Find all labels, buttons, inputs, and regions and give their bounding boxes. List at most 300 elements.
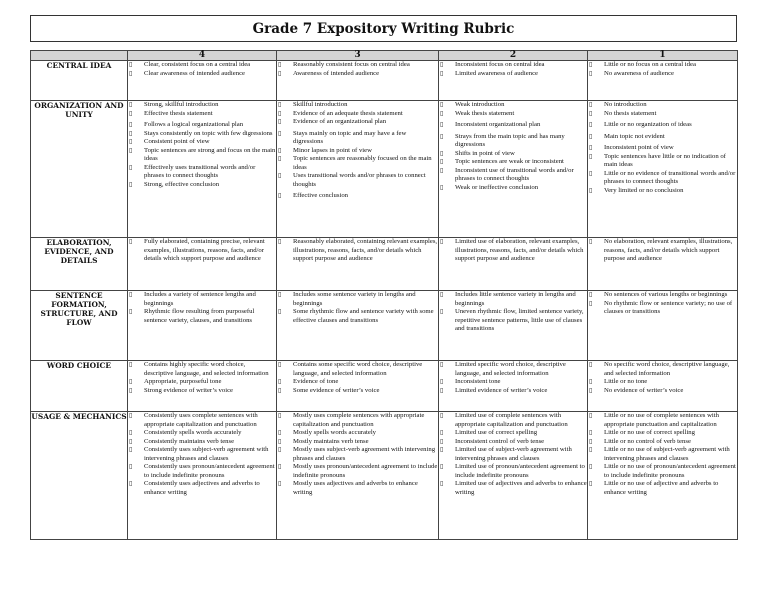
descriptor-item	[128, 181, 276, 190]
descriptor-text: Little or no use of pronoun/antecedent agreement to include indefinite pronouns	[604, 463, 736, 479]
descriptor-item	[277, 361, 438, 378]
checkbox-bullet-icon: ▯	[589, 238, 593, 245]
level-2-cell	[439, 412, 588, 540]
descriptor-item	[439, 480, 587, 497]
level-4-cell	[128, 412, 277, 540]
checkbox-bullet-icon: ▯	[129, 61, 133, 68]
rubric-title-box	[30, 15, 737, 42]
checkbox-bullet-icon: ▯	[440, 480, 444, 487]
descriptor-text: Inconsistent focus on central idea	[455, 61, 545, 68]
level-header-4: 4	[128, 51, 277, 61]
descriptor-item	[128, 412, 276, 429]
descriptor-text: No introduction	[604, 101, 647, 108]
checkbox-bullet-icon: ▯	[440, 166, 444, 174]
descriptor-item	[439, 101, 587, 110]
descriptor-item	[588, 480, 737, 497]
level-4-cell	[128, 238, 277, 291]
criterion-label: USAGE & MECHANICS	[31, 412, 128, 540]
descriptor-item	[439, 184, 587, 193]
descriptor-item	[439, 446, 587, 463]
descriptor-text: Includes some sentence variety in lengths and beginnings	[293, 291, 416, 307]
checkbox-bullet-icon: ▯	[440, 308, 444, 315]
checkbox-bullet-icon: ▯	[129, 163, 133, 171]
checkbox-bullet-icon: ▯	[278, 378, 282, 385]
checkbox-bullet-icon: ▯	[278, 146, 282, 154]
checkbox-bullet-icon: ▯	[278, 109, 282, 117]
descriptor-item	[128, 164, 276, 181]
checkbox-bullet-icon: ▯	[129, 446, 133, 453]
descriptor-text: Reasonably elaborated, containing relevant examples, illustrations, reasons, facts, and/or details which support purpose and audience	[293, 238, 438, 262]
checkbox-bullet-icon: ▯	[129, 412, 133, 419]
descriptor-item	[277, 110, 438, 119]
descriptor-item	[277, 378, 438, 387]
descriptor-item	[128, 70, 276, 79]
checkbox-bullet-icon: ▯	[278, 118, 282, 125]
descriptor-text: Shifts in point of view	[455, 149, 515, 157]
checkbox-bullet-icon: ▯	[278, 101, 282, 108]
descriptor-text: Consistently maintains verb tense	[144, 437, 235, 445]
rubric-row	[31, 291, 738, 361]
checkbox-bullet-icon: ▯	[278, 361, 282, 368]
descriptor-item	[588, 387, 737, 396]
descriptor-item	[277, 61, 438, 70]
checkbox-bullet-icon: ▯	[129, 69, 133, 77]
descriptor-item	[588, 144, 737, 153]
descriptor-item	[277, 412, 438, 429]
descriptor-item	[277, 463, 438, 480]
checkbox-bullet-icon: ▯	[129, 129, 133, 137]
descriptor-item	[277, 101, 438, 110]
descriptor-text: Mostly uses adjectives and adverbs to enhance writing	[293, 480, 418, 496]
descriptor-item	[128, 138, 276, 147]
descriptor-text: No rhythmic flow or sentence variety; no use of clauses or transitions	[604, 299, 733, 315]
level-3-cell	[277, 361, 439, 412]
descriptor-text: Inconsistent point of view	[604, 144, 674, 151]
rubric-row	[31, 361, 738, 412]
level-2-cell	[439, 361, 588, 412]
criterion-label: WORD CHOICE	[31, 361, 128, 412]
descriptor-text: Uneven rhythmic flow, limited sentence variety, repetitive sentence patterns, little use of clauses and transitions	[455, 308, 584, 332]
descriptor-text: Limited use of complete sentences with appropriate capitalization and punctuation	[455, 412, 568, 428]
descriptor-item	[128, 147, 276, 164]
descriptor-item	[439, 110, 587, 119]
descriptor-item	[128, 61, 276, 70]
descriptor-item	[588, 133, 737, 142]
checkbox-bullet-icon: ▯	[589, 121, 593, 128]
checkbox-bullet-icon: ▯	[589, 437, 593, 445]
descriptor-item	[128, 387, 276, 396]
checkbox-bullet-icon: ▯	[440, 291, 444, 298]
descriptor-item	[439, 70, 587, 79]
descriptor-item	[277, 155, 438, 172]
descriptor-text: Rhythmic flow resulting from purposeful sentence variety, clauses, and transitions	[144, 308, 255, 324]
descriptor-item	[588, 238, 737, 264]
descriptor-text: Effective conclusion	[293, 192, 349, 199]
rubric-row	[31, 101, 738, 238]
descriptor-item	[588, 101, 737, 110]
descriptor-item	[588, 300, 737, 317]
descriptor-item	[277, 118, 438, 127]
descriptor-item	[439, 150, 587, 159]
descriptor-item	[439, 438, 587, 447]
descriptor-text: Little or no use of subject-verb agreement with intervening phrases and clauses	[604, 446, 730, 462]
checkbox-bullet-icon: ▯	[589, 144, 593, 151]
descriptor-item	[277, 387, 438, 396]
checkbox-bullet-icon: ▯	[589, 109, 593, 117]
descriptor-text: Strong evidence of writer’s voice	[144, 386, 234, 394]
descriptor-item	[588, 291, 737, 300]
descriptor-text: Weak introduction	[455, 101, 505, 108]
checkbox-bullet-icon: ▯	[129, 308, 133, 315]
descriptor-item	[439, 133, 587, 150]
rubric-table	[30, 50, 738, 540]
descriptor-item	[439, 61, 587, 70]
checkbox-bullet-icon: ▯	[278, 192, 282, 199]
descriptor-item	[439, 429, 587, 438]
descriptor-text: Limited use of elaboration, relevant examples, illustrations, reasons, facts, and/or details which support purpose and audience	[455, 238, 584, 262]
descriptor-text: Strong, effective conclusion	[144, 180, 220, 188]
descriptor-text: No sentences of various lengths or beginnings	[604, 291, 728, 298]
descriptor-text: Contains highly specific word choice, descriptive language, and selected information	[144, 361, 269, 377]
checkbox-bullet-icon: ▯	[440, 149, 444, 157]
checkbox-bullet-icon: ▯	[129, 291, 133, 298]
rubric-body	[31, 61, 738, 540]
rubric-row	[31, 238, 738, 291]
descriptor-text: Consistently uses complete sentences with appropriate capitalization and punctuation	[144, 412, 258, 428]
descriptor-text: Clear, consistent focus on a central idea	[144, 61, 251, 68]
checkbox-bullet-icon: ▯	[440, 158, 444, 165]
checkbox-bullet-icon: ▯	[440, 121, 444, 128]
checkbox-bullet-icon: ▯	[440, 437, 444, 445]
checkbox-bullet-icon: ▯	[589, 378, 593, 385]
descriptor-item	[588, 121, 737, 130]
descriptor-text: Includes a variety of sentence lengths and beginnings	[144, 291, 256, 307]
level-header-1: 1	[588, 51, 738, 61]
descriptor-text: Limited awareness of audience	[455, 69, 538, 77]
descriptor-text: Limited use of correct spelling	[455, 429, 538, 436]
level-header-2: 2	[439, 51, 588, 61]
level-1-cell	[588, 101, 738, 238]
descriptor-text: Little or no evidence of transitional words and/or phrases to connect thoughts	[604, 169, 736, 185]
checkbox-bullet-icon: ▯	[589, 61, 593, 68]
descriptor-text: No thesis statement	[604, 109, 657, 117]
descriptor-text: Inconsistent organizational plan	[455, 121, 541, 128]
level-3-cell	[277, 238, 439, 291]
descriptor-text: Follows a logical organizational plan	[144, 121, 244, 128]
descriptor-text: Mostly uses subject-verb agreement with intervening phrases and clauses	[293, 446, 436, 462]
descriptor-item	[277, 192, 438, 201]
checkbox-bullet-icon: ▯	[440, 429, 444, 436]
descriptor-item	[588, 110, 737, 119]
descriptor-text: Contains some specific word choice, descriptive language, and selected information	[293, 361, 423, 377]
criterion-label: ORGANIZATION AND UNITY	[31, 101, 128, 238]
descriptor-text: Strays from the main topic and has many digressions	[455, 132, 565, 148]
descriptor-text: Mostly maintains verb tense	[293, 437, 369, 445]
descriptor-text: Mostly spells words accurately	[293, 429, 377, 436]
checkbox-bullet-icon: ▯	[440, 361, 444, 368]
descriptor-text: Some rhythmic flow and sentence variety with some effective clauses and transitions	[293, 308, 434, 324]
checkbox-bullet-icon: ▯	[278, 172, 282, 179]
checkbox-bullet-icon: ▯	[440, 238, 444, 245]
checkbox-bullet-icon: ▯	[589, 186, 593, 194]
descriptor-item	[128, 101, 276, 110]
checkbox-bullet-icon: ▯	[278, 480, 282, 487]
descriptor-text: Little or no control of verb tense	[604, 437, 691, 445]
descriptor-text: Appropriate, purposeful tone	[144, 378, 222, 385]
descriptor-item	[277, 291, 438, 308]
descriptor-text: Topic sentences are weak or inconsistent	[455, 158, 564, 165]
descriptor-text: Effectively uses transitional words and/or phrases to connect thoughts	[144, 163, 256, 179]
descriptor-text: Consistently uses subject-verb agreement with intervening phrases and clauses	[144, 446, 269, 462]
descriptor-text: Little or no organization of ideas	[604, 121, 692, 128]
rubric-row	[31, 412, 738, 540]
level-4-cell	[128, 291, 277, 361]
checkbox-bullet-icon: ▯	[589, 299, 593, 307]
descriptor-text: Evidence of an organizational plan	[293, 118, 387, 125]
descriptor-item	[588, 463, 737, 480]
criterion-label: CENTRAL IDEA	[31, 61, 128, 101]
descriptor-item	[128, 110, 276, 119]
level-4-cell	[128, 361, 277, 412]
level-3-cell	[277, 291, 439, 361]
level-3-cell	[277, 61, 439, 101]
descriptor-text: No awareness of audience	[604, 69, 674, 77]
descriptor-item	[588, 153, 737, 170]
checkbox-bullet-icon: ▯	[589, 446, 593, 453]
descriptor-text: Limited evidence of writer’s voice	[455, 386, 548, 394]
descriptor-text: Clear awareness of intended audience	[144, 69, 246, 77]
descriptor-text: Limited use of adjectives and adverbs to enhance writing	[455, 480, 587, 496]
level-1-cell	[588, 238, 738, 291]
checkbox-bullet-icon: ▯	[589, 412, 593, 419]
descriptor-text: Weak or ineffective conclusion	[455, 183, 539, 191]
descriptor-item	[439, 361, 587, 378]
checkbox-bullet-icon: ▯	[589, 463, 593, 470]
descriptor-text: Stays consistently on topic with few digressions	[144, 129, 273, 137]
descriptor-text: Little or no tone	[604, 378, 648, 385]
descriptor-item	[128, 308, 276, 325]
checkbox-bullet-icon: ▯	[589, 291, 593, 298]
checkbox-bullet-icon: ▯	[129, 429, 133, 436]
checkbox-bullet-icon: ▯	[129, 437, 133, 445]
descriptor-item	[128, 429, 276, 438]
descriptor-item	[128, 121, 276, 130]
checkbox-bullet-icon: ▯	[589, 69, 593, 77]
descriptor-text: Little or no use of complete sentences with appropriate punctuation and capitalization	[604, 412, 719, 428]
checkbox-bullet-icon: ▯	[440, 463, 444, 470]
checkbox-bullet-icon: ▯	[278, 412, 282, 419]
checkbox-bullet-icon: ▯	[129, 238, 133, 245]
criterion-label: SENTENCE FORMATION, STRUCTURE, AND FLOW	[31, 291, 128, 361]
checkbox-bullet-icon: ▯	[129, 109, 133, 117]
checkbox-bullet-icon: ▯	[278, 446, 282, 453]
descriptor-text: Awareness of intended audience	[293, 69, 380, 77]
checkbox-bullet-icon: ▯	[589, 101, 593, 108]
checkbox-bullet-icon: ▯	[278, 386, 282, 394]
checkbox-bullet-icon: ▯	[589, 132, 593, 140]
checkbox-bullet-icon: ▯	[278, 238, 282, 245]
checkbox-bullet-icon: ▯	[440, 69, 444, 77]
checkbox-bullet-icon: ▯	[589, 169, 593, 177]
checkbox-bullet-icon: ▯	[589, 429, 593, 436]
checkbox-bullet-icon: ▯	[278, 69, 282, 77]
descriptor-item	[439, 238, 587, 264]
descriptor-text: Consistently uses adjectives and adverbs to enhance writing	[144, 480, 260, 496]
descriptor-item	[128, 463, 276, 480]
level-1-cell	[588, 291, 738, 361]
descriptor-text: Evidence of tone	[293, 378, 339, 385]
checkbox-bullet-icon: ▯	[129, 480, 133, 487]
checkbox-bullet-icon: ▯	[589, 361, 593, 368]
level-2-cell	[439, 61, 588, 101]
descriptor-text: Some evidence of writer’s voice	[293, 386, 380, 394]
descriptor-text: Mostly uses complete sentences with appropriate capitalization and punctuation	[293, 412, 425, 428]
checkbox-bullet-icon: ▯	[129, 463, 133, 470]
level-2-cell	[439, 291, 588, 361]
checkbox-bullet-icon: ▯	[129, 138, 133, 145]
descriptor-text: Very limited or no conclusion	[604, 186, 684, 194]
checkbox-bullet-icon: ▯	[440, 132, 444, 140]
descriptor-item	[277, 147, 438, 156]
checkbox-bullet-icon: ▯	[129, 386, 133, 394]
descriptor-text: Fully elaborated, containing precise, relevant examples, illustrations, reasons, facts, and/or details which support purpose and audience	[144, 238, 265, 262]
checkbox-bullet-icon: ▯	[440, 378, 444, 385]
descriptor-text: Inconsistent control of verb tense	[455, 437, 545, 445]
checkbox-bullet-icon: ▯	[278, 155, 282, 162]
descriptor-item	[439, 291, 587, 308]
descriptor-text: Uses transitional words and/or phrases to connect thoughts	[293, 172, 426, 188]
checkbox-bullet-icon: ▯	[440, 101, 444, 108]
descriptor-item	[588, 170, 737, 187]
rubric-row	[31, 61, 738, 101]
descriptor-text: Little or no use of correct spelling	[604, 429, 695, 436]
descriptor-text: Consistently spells words accurately	[144, 429, 242, 436]
descriptor-item	[128, 361, 276, 378]
descriptor-item	[588, 61, 737, 70]
level-header-row	[31, 51, 738, 61]
checkbox-bullet-icon: ▯	[278, 291, 282, 298]
checkbox-bullet-icon: ▯	[129, 378, 133, 385]
descriptor-item	[128, 238, 276, 264]
descriptor-item	[588, 361, 737, 378]
descriptor-item	[439, 308, 587, 334]
descriptor-text: Inconsistent use of transitional words and/or phrases to connect thoughts	[455, 166, 574, 182]
checkbox-bullet-icon: ▯	[278, 463, 282, 470]
descriptor-text: Inconsistent tone	[455, 378, 501, 385]
descriptor-item	[439, 463, 587, 480]
level-1-cell	[588, 361, 738, 412]
descriptor-item	[588, 187, 737, 196]
descriptor-item	[277, 238, 438, 264]
descriptor-text: Weak thesis statement	[455, 109, 515, 117]
descriptor-item	[277, 480, 438, 497]
descriptor-text: Minor lapses in point of view	[293, 146, 372, 154]
descriptor-item	[128, 378, 276, 387]
checkbox-bullet-icon: ▯	[440, 412, 444, 419]
descriptor-item	[439, 158, 587, 167]
checkbox-bullet-icon: ▯	[278, 308, 282, 315]
descriptor-text: Limited use of subject-verb agreement with intervening phrases and clauses	[455, 446, 572, 462]
checkbox-bullet-icon: ▯	[440, 386, 444, 394]
descriptor-text: Effective thesis statement	[144, 109, 213, 117]
checkbox-bullet-icon: ▯	[129, 361, 133, 368]
descriptor-text: Limited use of pronoun/antecedent agreement to include indefinite pronouns	[455, 463, 585, 479]
descriptor-text: Little or no use of adjective and adverbs to enhance writing	[604, 480, 719, 496]
descriptor-text: No specific word choice, descriptive language, and selected information	[604, 361, 730, 377]
level-2-cell	[439, 101, 588, 238]
descriptor-item	[277, 130, 438, 147]
checkbox-bullet-icon: ▯	[278, 129, 282, 137]
descriptor-text: Topic sentences are strong and focus on the main ideas	[144, 146, 276, 162]
descriptor-item	[277, 438, 438, 447]
level-3-cell	[277, 412, 439, 540]
descriptor-text: Strong, skillful introduction	[144, 101, 219, 108]
descriptor-item	[128, 480, 276, 497]
descriptor-item	[277, 308, 438, 325]
level-2-cell	[439, 238, 588, 291]
checkbox-bullet-icon: ▯	[278, 437, 282, 445]
checkbox-bullet-icon: ▯	[589, 386, 593, 394]
descriptor-text: Limited specific word choice, descriptive language, and selected information	[455, 361, 566, 377]
criteria-header-cell	[31, 51, 128, 61]
checkbox-bullet-icon: ▯	[278, 61, 282, 68]
descriptor-item	[439, 378, 587, 387]
checkbox-bullet-icon: ▯	[589, 480, 593, 487]
level-4-cell	[128, 101, 277, 238]
descriptor-text: Main topic not evident	[604, 132, 665, 140]
level-3-cell	[277, 101, 439, 238]
descriptor-item	[277, 172, 438, 189]
descriptor-text: Reasonably consistent focus on central idea	[293, 61, 410, 68]
level-1-cell	[588, 412, 738, 540]
descriptor-text: Stays mainly on topic and may have a few digressions	[293, 129, 407, 145]
descriptor-item	[588, 70, 737, 79]
descriptor-text: No evidence of writer’s voice	[604, 386, 684, 394]
level-1-cell	[588, 61, 738, 101]
level-header-3: 3	[277, 51, 439, 61]
descriptor-item	[588, 412, 737, 429]
descriptor-item	[128, 291, 276, 308]
descriptor-item	[439, 167, 587, 184]
checkbox-bullet-icon: ▯	[129, 180, 133, 188]
checkbox-bullet-icon: ▯	[129, 121, 133, 128]
descriptor-item	[128, 446, 276, 463]
descriptor-item	[439, 121, 587, 130]
descriptor-text: Consistently uses pronoun/antecedent agreement to include indefinite pronouns	[144, 463, 275, 479]
descriptor-item	[588, 429, 737, 438]
checkbox-bullet-icon: ▯	[440, 109, 444, 117]
descriptor-item	[588, 378, 737, 387]
checkbox-bullet-icon: ▯	[129, 101, 133, 108]
descriptor-item	[128, 130, 276, 139]
descriptor-item	[277, 429, 438, 438]
descriptor-item	[128, 438, 276, 447]
checkbox-bullet-icon: ▯	[440, 446, 444, 453]
descriptor-text: Topic sentences are reasonably focused on the main ideas	[293, 155, 432, 171]
descriptor-item	[277, 446, 438, 463]
descriptor-item	[439, 412, 587, 429]
descriptor-text: Evidence of an adequate thesis statement	[293, 109, 403, 117]
rubric-title: Grade 7 Expository Writing Rubric	[252, 20, 515, 37]
descriptor-item	[588, 438, 737, 447]
descriptor-item	[588, 446, 737, 463]
descriptor-item	[277, 70, 438, 79]
descriptor-text: No elaboration, relevant examples, illustrations, reasons, facts, and/or details which support purpose and audience	[604, 238, 733, 262]
checkbox-bullet-icon: ▯	[129, 146, 133, 154]
checkbox-bullet-icon: ▯	[589, 152, 593, 160]
descriptor-text: Includes little sentence variety in lengths and beginnings	[455, 291, 576, 307]
descriptor-text: Consistent point of view	[144, 138, 210, 145]
